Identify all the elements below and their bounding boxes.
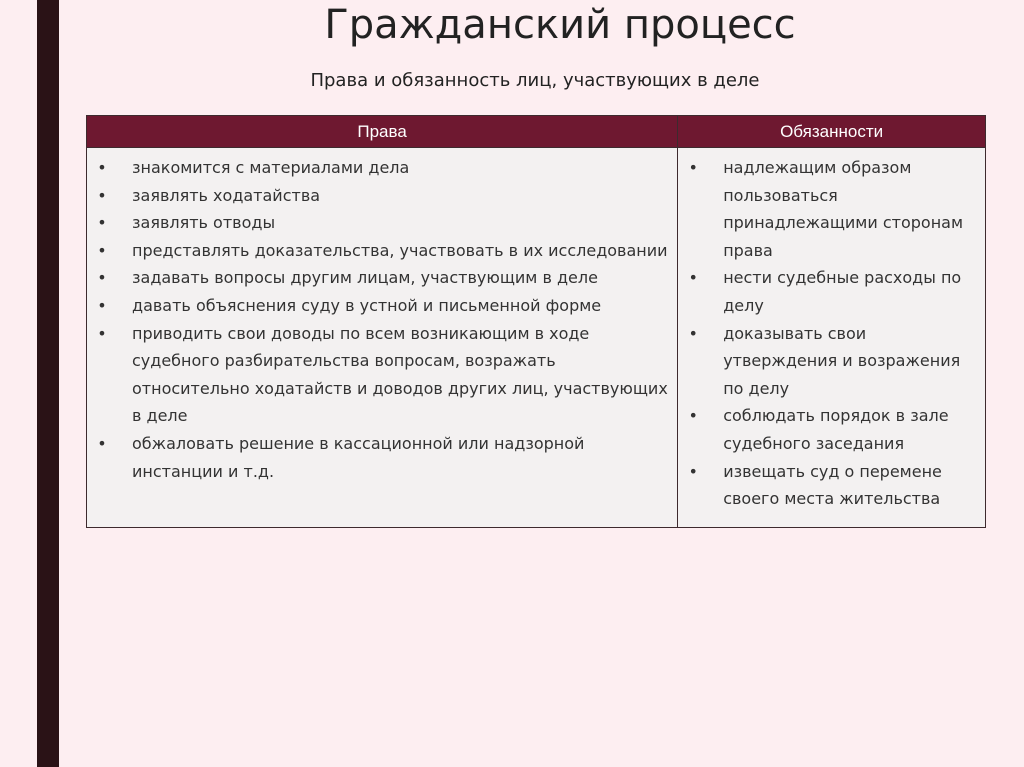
list-item-text: давать объяснения суду в устной и письменной форме [132,295,602,315]
list-item-text: приводить свои доводы по всем возникающим в ходе судебного разбирательства вопросам, возражать относительно ходатайств и доводов других лиц, участвующих в деле [132,323,668,426]
bullet-icon: • [97,295,107,315]
bullet-icon: • [97,433,107,453]
list-item [87,182,677,210]
list-item-text: доказывать свои утверждения и возражения по делу [723,323,961,398]
list-item [87,237,677,265]
list-item-text: заявлять отводы [132,213,276,233]
duties-list [678,154,985,513]
list-item [87,209,677,237]
left-accent-bar [37,0,59,767]
table-row [87,148,986,528]
slide-title: Гражданский процесс [324,2,796,48]
bullet-icon: • [97,185,107,205]
bullet-icon: • [97,323,107,343]
duties-cell [678,148,986,528]
list-item [87,430,677,485]
bullet-icon: • [97,158,107,177]
bullet-icon: • [688,268,698,288]
list-item [678,458,985,513]
list-item-text: представлять доказательства, участвовать в их исследовании [132,240,668,260]
bullet-icon: • [97,213,107,233]
list-item [678,264,985,319]
list-item [678,320,985,403]
list-item-text: знакомится с материалами дела [132,158,410,177]
bullet-icon: • [688,158,698,177]
rights-list [87,154,677,485]
bullet-icon: • [688,323,698,343]
list-item-text: надлежащим образом пользоваться принадлежащими сторонам права [723,158,964,260]
list-item [678,402,985,457]
list-item-text: извещать суд о перемене своего места жительства [723,461,942,509]
list-item-text: соблюдать порядок в зале судебного заседания [723,406,949,453]
rights-cell [87,148,678,528]
bullet-icon: • [688,406,698,426]
list-item [678,154,985,264]
list-item-text: задавать вопросы другим лицам, участвующим в деле [132,268,598,288]
bullet-icon: • [97,240,107,260]
list-item-text: заявлять ходатайства [132,185,321,205]
header-rights: Права [87,116,678,148]
header-duties: Обязанности [678,116,986,148]
list-item [87,320,677,430]
list-item [87,292,677,320]
bullet-icon: • [688,461,698,481]
list-item [87,264,677,292]
list-item-text: нести судебные расходы по делу [723,268,962,315]
rights-duties-table [86,115,986,528]
table-header-row [87,116,986,148]
bullet-icon: • [97,268,107,288]
list-item [87,154,677,182]
list-item-text: обжаловать решение в кассационной или надзорной инстанции и т.д. [132,433,585,481]
slide-subtitle: Права и обязанность лиц, участвующих в деле [310,70,760,91]
